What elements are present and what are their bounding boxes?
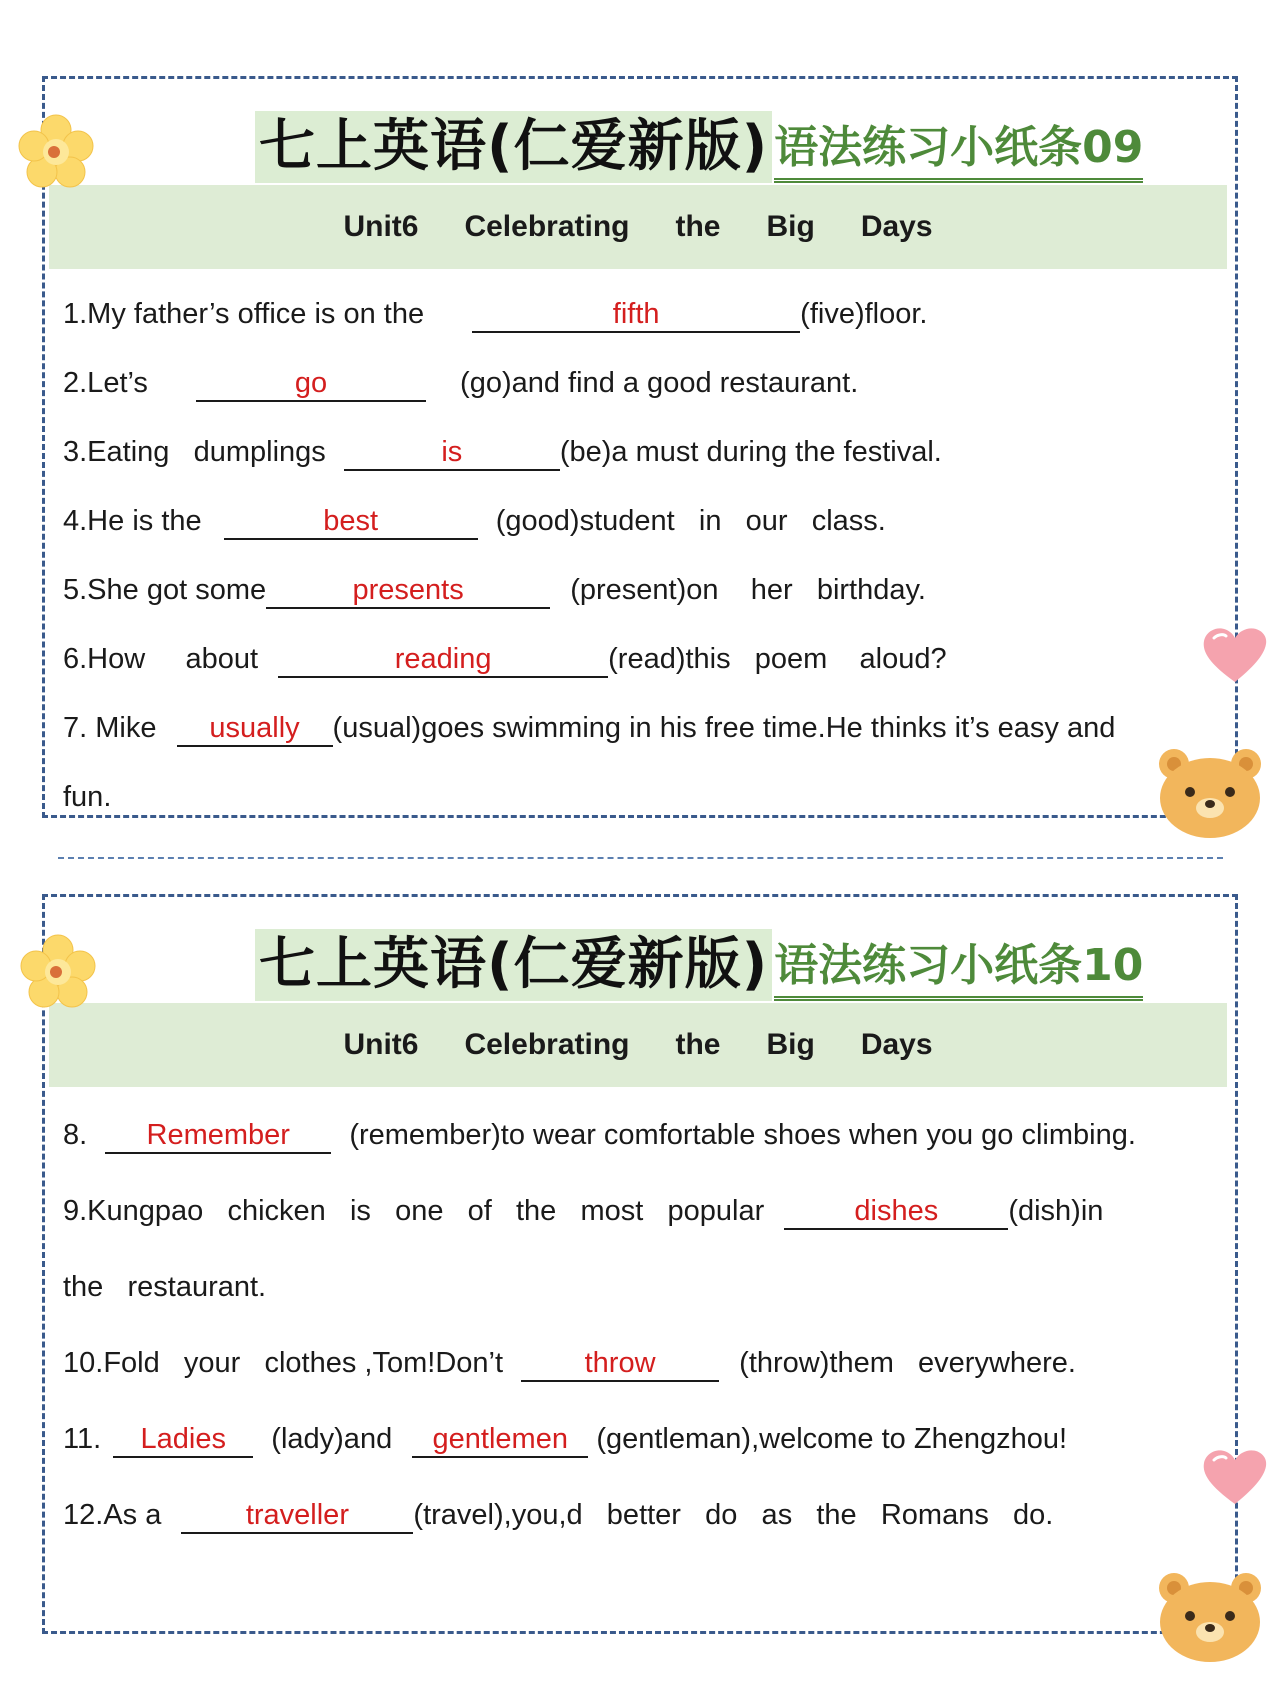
question-text: (travel),you,d better do as the Romans do. [413,1499,1054,1531]
question-text: (read)this poem aloud? [608,643,947,675]
answer-blank: reading [278,642,608,678]
unit-word: the [675,210,721,243]
title-main: 七上英语(仁爱新版) [255,929,772,1001]
answer-blank: dishes [784,1194,1008,1230]
answer-blank: go [196,366,426,402]
question-text: 12.As a [63,1499,162,1531]
worksheet-card-10 [42,894,1238,1634]
answer-blank: Remember [105,1118,331,1154]
question-12 [63,1495,1215,1535]
unit-word: Big [766,1028,815,1061]
question-text: (present)on her birthday. [570,574,926,606]
question-text: 4.He is the [63,505,202,537]
answer-blank: best [224,504,478,540]
question-10 [63,1343,1215,1383]
title-sub: 语法练习小纸条09 [774,120,1143,183]
title-sub: 语法练习小纸条10 [774,938,1143,1001]
unit-word: Days [860,1028,933,1061]
question-11 [63,1419,1215,1459]
worksheet-card-09 [42,76,1238,818]
question-text: (gentleman),welcome to Zhengzhou! [596,1423,1068,1455]
question-text: 6.How about [63,643,259,675]
question-6 [63,639,1215,679]
question-text: 7. Mike [63,712,157,744]
question-text: 1.My father’s office is on the [63,298,425,330]
question-7 [63,708,1215,748]
question-text: 8. [63,1119,88,1151]
section-divider [58,857,1223,859]
answer-blank: usually [177,711,333,747]
heart-icon [1200,624,1270,686]
unit-heading [49,1003,1227,1087]
question-1 [63,294,1215,334]
question-3 [63,432,1215,472]
question-text: 9.Kungpao chicken is one of the most popular [63,1195,765,1227]
question-text: (remember)to wear comfortable shoes when you go climbing. [349,1119,1136,1151]
unit-word: the [675,1028,721,1061]
question-text: 3.Eating dumplings [63,436,326,468]
question-text: fun. [63,781,112,813]
question-text: (be)a must during the festival. [559,436,942,468]
unit-word: Days [860,210,933,243]
question-9-continued [63,1267,1215,1307]
question-4 [63,501,1215,541]
worksheet-title [255,919,1143,1001]
question-text: (lady)and [271,1423,393,1455]
bear-icon [1152,1566,1268,1666]
answer-blank: gentlemen [412,1422,588,1458]
question-text: (go)and find a good restaurant. [460,367,859,399]
question-text: (usual)goes swimming in his free time.He thinks it’s easy and [332,712,1116,744]
flower-icon [18,114,94,190]
answer-blank: is [344,435,560,471]
question-8 [63,1115,1215,1155]
worksheet-title [255,101,1143,183]
question-text: 2.Let’s [63,367,148,399]
question-text: the restaurant. [63,1271,267,1303]
unit-word: Celebrating [464,210,630,243]
question-text: 10.Fold your clothes ,Tom!Don’t [63,1347,504,1379]
unit-word: Celebrating [464,1028,630,1061]
question-text: (throw)them everywhere. [739,1347,1076,1379]
unit-word: Unit6 [343,210,419,243]
question-text: (good)student in our class. [495,505,886,537]
answer-blank: fifth [472,297,800,333]
flower-icon [20,934,96,1010]
answer-blank: traveller [181,1498,413,1534]
question-text: 11. [63,1423,102,1455]
question-text: (dish)in [1008,1195,1104,1227]
question-2 [63,363,1215,403]
unit-word: Big [766,210,815,243]
answer-blank: presents [266,573,550,609]
question-text: 5.She got some [63,574,267,606]
title-main: 七上英语(仁爱新版) [255,111,772,183]
bear-icon [1152,742,1268,842]
question-text: (five)floor. [800,298,928,330]
unit-heading [49,185,1227,269]
question-5 [63,570,1215,610]
heart-icon [1200,1446,1270,1508]
unit-word: Unit6 [343,1028,419,1061]
question-9 [63,1191,1215,1231]
question-7-continued [63,777,1215,817]
answer-blank: throw [521,1346,719,1382]
answer-blank: Ladies [113,1422,253,1458]
